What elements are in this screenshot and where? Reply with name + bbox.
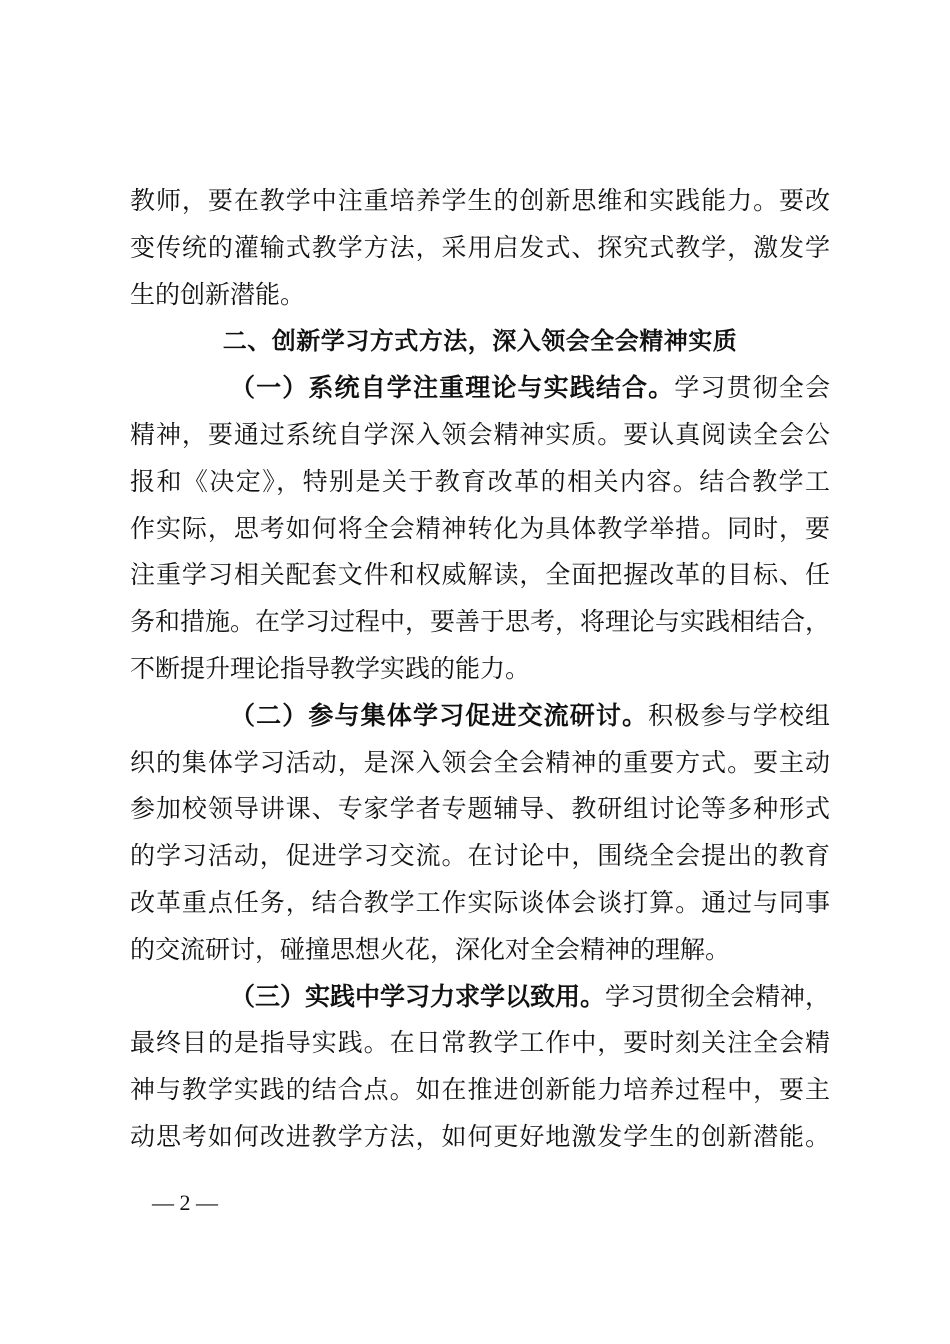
paragraph-line: 的学习活动，促进学习交流。在讨论中，围绕全会提出的教育 <box>130 841 830 871</box>
paragraph-line: 教师，要在教学中注重培养学生的创新思维和实践能力。要改 <box>130 186 830 215</box>
paragraph-line: 改革重点任务，结合教学工作实际谈体会谈打算。通过与同事 <box>130 887 830 917</box>
paragraph-line: 织的集体学习活动，是深入领会全会精神的重要方式。要主动 <box>130 747 830 777</box>
paragraph-text: 学习贯彻全会精神， <box>605 981 831 1011</box>
paragraph-line: 最终目的是指导实践。在日常教学工作中，要时刻关注全会精 <box>130 1028 830 1058</box>
paragraph-line: 生的创新潜能。 <box>130 279 306 309</box>
paragraph-line: 参加校领导讲课、专家学者专题辅导、教研组讨论等多种形式 <box>130 794 830 824</box>
paragraph-first-line <box>130 974 830 1021</box>
paragraph-line: 精神，要通过系统自学深入领会精神实质。要认真阅读全会公 <box>130 419 830 449</box>
paragraph-line: 注重学习相关配套文件和权威解读，全面把握改革的目标、任 <box>130 560 830 590</box>
paragraph-line: 作实际，思考如何将全会精神转化为具体教学举措。同时，要 <box>130 513 830 543</box>
page-number: — 2 — <box>152 1190 218 1215</box>
paragraph-text: 学习贯彻全会 <box>674 373 830 403</box>
paragraph-line: 不断提升理论指导教学实践的能力。 <box>130 653 531 683</box>
paragraph-line: 报和《决定》，特别是关于教育改革的相关内容。结合教学工 <box>130 466 830 496</box>
section-heading: 二、创新学习方式方法，深入领会全会精神实质 <box>222 327 738 356</box>
paragraph-first-line <box>130 693 830 740</box>
paragraph-line: 动思考如何改进教学方法，如何更好地激发学生的创新潜能。 <box>130 1121 830 1151</box>
paragraph-first-line <box>130 365 830 412</box>
paragraph-text: 积极参与学校组 <box>648 700 830 730</box>
subheading-lead: （三）实践中学习力求学以致用。 <box>230 981 606 1011</box>
paragraph-line: 的交流研讨，碰撞思想火花，深化对全会精神的理解。 <box>130 934 731 964</box>
paragraph-line: 变传统的灌输式教学方法，采用启发式、探究式教学，激发学 <box>130 232 830 262</box>
paragraph-line: 务和措施。在学习过程中，要善于思考，将理论与实践相结合， <box>130 607 831 637</box>
document-body <box>130 178 830 1161</box>
subheading-lead: （二）参与集体学习促进交流研讨。 <box>230 700 649 730</box>
paragraph-line: 神与教学实践的结合点。如在推进创新能力培养过程中，要主 <box>130 1075 830 1105</box>
subheading-lead: （一）系统自学注重理论与实践结合。 <box>230 373 675 403</box>
